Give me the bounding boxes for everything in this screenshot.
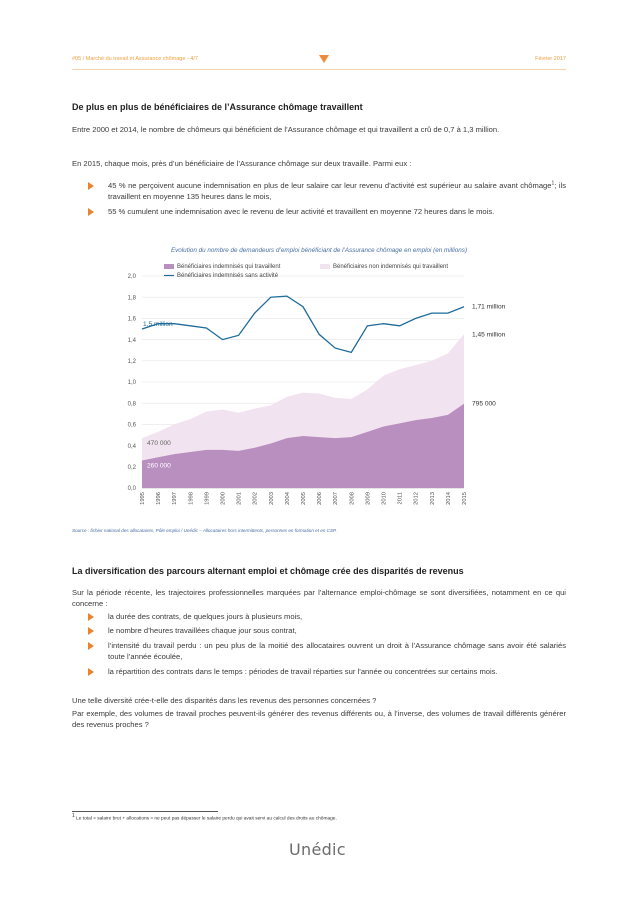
section2-para3: Par exemple, des volumes de travail proches peuvent-ils générer des revenus différents ou, à l’inverse, des volumes de travail différents générer des revenus proches ? [72,709,566,730]
y-tick-label: 0,6 [127,422,136,429]
chart-y-axis [128,274,137,492]
y-tick-label: 1,4 [127,337,136,344]
list-item [88,206,566,217]
list-item [88,640,566,663]
x-tick-label: 1996 [156,492,163,505]
area-chart [108,258,530,508]
section1-title: De plus en plus de bénéficiaires de l’Assurance chômage travaillent [72,102,363,112]
annotation-end-total: 1,45 million [472,331,506,339]
section1-bullets [88,180,566,220]
header-left-text: #05 / Marché du travail et Assurance chômage - 4/7 [72,56,198,62]
x-tick-label: 2013 [429,492,436,505]
chart-areas [142,334,464,488]
section2-title: La diversification des parcours alternant emploi et chômage crée des disparités de revenus [72,566,464,576]
x-tick-label: 1995 [140,492,146,505]
bullet-text: l’intensité du travail perdu : un peu plus de la moitié des allocataires ouvrent un droit à l’Assurance chômage sans avoir été salariés toute l’année écoulée, [108,640,566,662]
y-tick-label: 0,8 [127,401,136,408]
footnote-rule [72,811,218,812]
x-tick-label: 2009 [365,492,372,505]
x-tick-label: 1998 [188,492,195,505]
chart-lines [142,296,464,352]
footnote [72,813,337,822]
header-date: Février 2017 [535,56,566,62]
section2-para2: Une telle diversité crée-t-elle des disparités dans les revenus des personnes concernées ? [72,696,377,705]
list-item [88,625,566,636]
chart-title: Evolution du nombre de demandeurs d’emploi bénéficiant de l’Assurance chômage en emploi (en millions) [170,247,468,254]
bullet-text: la répartition des contrats dans le temps : périodes de travail réparties sur l’année ou concentrées sur certains mois. [108,666,498,676]
x-tick-label: 1999 [204,492,211,505]
chart-x-axis [140,491,468,505]
arrow-bullet-icon [88,642,94,650]
bullet-text: la durée des contrats, de quelques jours à plusieurs mois, [108,612,303,621]
x-tick-label: 2004 [284,492,291,505]
y-tick-label: 1,8 [127,295,136,302]
chart-source: Source : fichier national des allocataires, Pôle emploi / Unédic – Allocataires hors intermittents, personnes en formation et en CSP. [72,528,337,533]
arrow-bullet-icon [88,668,94,676]
x-tick-label: 2007 [333,492,340,505]
list-item [88,180,566,203]
header-marker-icon [319,55,329,63]
section1-para1: Entre 2000 et 2014, le nombre de chômeurs qui bénéficient de l’Assurance chômage et qui travaillent a crû de 0,7 à 1,3 million. [72,125,500,134]
list-item [88,666,566,677]
y-tick-label: 0,2 [127,465,136,471]
x-tick-label: 2008 [349,492,356,505]
annotation-end-indemnises: 795 000 [472,400,496,408]
arrow-bullet-icon [88,627,94,635]
bullet1-text-a: 45 % ne perçoivent aucune indemnisation en plus de leur salaire car leur revenu d’activité est supérieur au salaire avant chômage [108,181,552,190]
arrow-bullet-icon [88,613,94,621]
header-rule [72,69,566,70]
bullet-text: le nombre d’heures travaillées chaque jour sous contrat, [108,626,297,636]
x-tick-label: 2012 [413,492,420,505]
unedic-logo: Unédic [289,840,346,859]
x-tick-label: 1997 [172,492,179,505]
y-tick-label: 1,2 [127,359,136,365]
footnote-text: Le total « salaire brut + allocations » ne peut pas dépasser le salaire perdu qui avait servi au calcul des droits au chômage. [76,816,337,822]
section1-para2: En 2015, chaque mois, près d’un bénéficiaire de l’Assurance chômage sur deux travaille. Parmi eux : [72,159,412,168]
x-tick-label: 2000 [220,492,227,505]
y-tick-label: 0,0 [127,486,136,493]
x-tick-label: 2015 [462,492,468,505]
annotation-end-sans-activite: 1,71 million [472,303,506,311]
x-tick-label: 2002 [252,492,259,505]
x-tick-label: 2010 [381,492,388,505]
x-tick-label: 2001 [236,492,243,505]
y-tick-label: 1,6 [127,316,136,323]
x-tick-label: 2014 [445,492,452,505]
legend-non-indemnises-swatch [320,264,330,269]
list-item [88,611,566,622]
page-header [72,56,566,68]
x-tick-label: 2005 [301,492,307,505]
bullet1-text-b: ; ils travaillent en moyenne 135 heures dans le mois, [108,181,567,202]
legend-sans-activite-label: Bénéficiaires indemnisés sans activité [177,273,279,279]
line-sans-activite [142,296,464,352]
annotation-start-total: 470 000 [147,440,171,448]
y-tick-label: 1,0 [127,380,136,387]
chart-legend [164,264,448,279]
section2-para1: Sur la période récente, les trajectoires professionnelles marquées par l’alternance emploi-chômage se sont diversifiées, notamment en ce qui concerne : [72,588,566,609]
arrow-bullet-icon [88,182,94,190]
annotation-start-sans-activite: 1,5 million [143,321,173,328]
legend-indemnises-swatch [164,264,174,269]
arrow-bullet-icon [88,208,94,216]
y-tick-label: 2,0 [127,274,136,281]
legend-non-indemnises-label: Bénéficiaires non indemnisés qui travaillent [333,264,449,270]
footnote-ref: 1 [551,180,555,187]
bullet2-text: 55 % cumulent une indemnisation avec le revenu de leur activité et travaillent en moyenne 72 heures dans le mois. [108,206,495,216]
y-tick-label: 0,4 [127,443,136,450]
legend-indemnises-label: Bénéficiaires indemnisés qui travaillent [177,264,281,270]
section2-bullets [88,611,566,680]
footnote-number: 1 [72,813,75,819]
x-tick-label: 2006 [317,492,324,505]
x-tick-label: 2011 [397,492,404,505]
x-tick-label: 2003 [268,492,275,505]
annotation-start-indemnises: 260 000 [147,462,171,470]
